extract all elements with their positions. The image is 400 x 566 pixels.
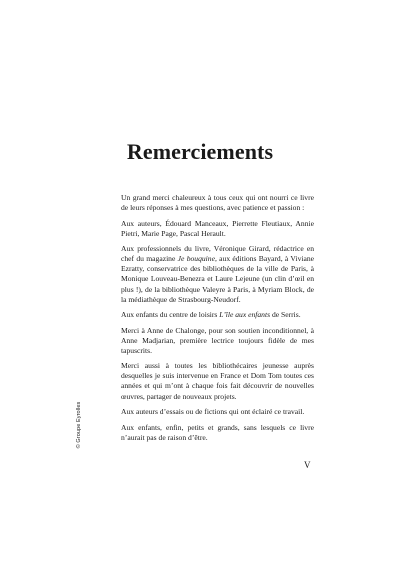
- paragraph-text: de Serris.: [270, 310, 301, 320]
- paragraph: [121, 244, 314, 305]
- page-number: V: [304, 460, 311, 470]
- copyright-credit: © Groupe Eyrolles: [76, 401, 82, 449]
- paragraph: [121, 423, 314, 443]
- paragraph: [121, 326, 314, 356]
- acknowledgements-body: [121, 193, 314, 448]
- paragraph-text: Merci à Anne de Chalonge, pour son soutien inconditionnel, à Anne Madjarian, première lectrice toujours fidèle de mes tapuscrits.: [121, 325, 314, 355]
- paragraph-text: Merci aussi à toutes les bibliothécaires jeunesse auprès desquelles je suis intervenue en France et Dom Tom toutes ces années et qui m’ont à chaque fois fait découvrir de nouvelles œuvres, partager de nouveaux projets.: [121, 361, 314, 401]
- paragraph-text: Aux auteurs, Édouard Manceaux, Pierrette Fleutiaux, Annie Pietri, Marie Page, Pascal Herault.: [121, 218, 314, 238]
- paragraph: [121, 310, 314, 320]
- page-title: Remerciements: [126, 138, 274, 164]
- paragraph: [121, 193, 314, 213]
- paragraph-text: Aux enfants du centre de loisirs: [121, 310, 220, 320]
- paragraph: [121, 407, 314, 417]
- paragraph: [121, 219, 314, 239]
- italic-title: L’île aux enfants: [219, 310, 271, 320]
- paragraph-text: , aux éditions Bayard, à Viviane Ezratty, conservatrice des bibliothèques de la ville de Paris, à Monique Louveau-Benezra et Laure Lejeune (un clin d’œil en plus !), de la bibliothèque Valeyre à Paris, à Myriam Block, de la médiathèque de Strasbourg-Neudorf.: [121, 254, 315, 304]
- paragraph: [121, 361, 314, 401]
- paragraph-text: Un grand merci chaleureux à tous ceux qui ont nourri ce livre de leurs réponses à mes questions, avec patience et passion :: [121, 193, 314, 213]
- paragraph-text: Aux auteurs d’essais ou de fictions qui ont éclairé ce travail.: [121, 407, 305, 417]
- paragraph-text: Aux professionnels du livre, Véronique Girard, rédactrice en chef du magazine: [121, 244, 314, 264]
- paragraph-text: Aux enfants, enfin, petits et grands, sans lesquels ce livre n’aurait pas de raison d’être.: [121, 422, 314, 442]
- italic-title: Je bouquine: [177, 254, 215, 264]
